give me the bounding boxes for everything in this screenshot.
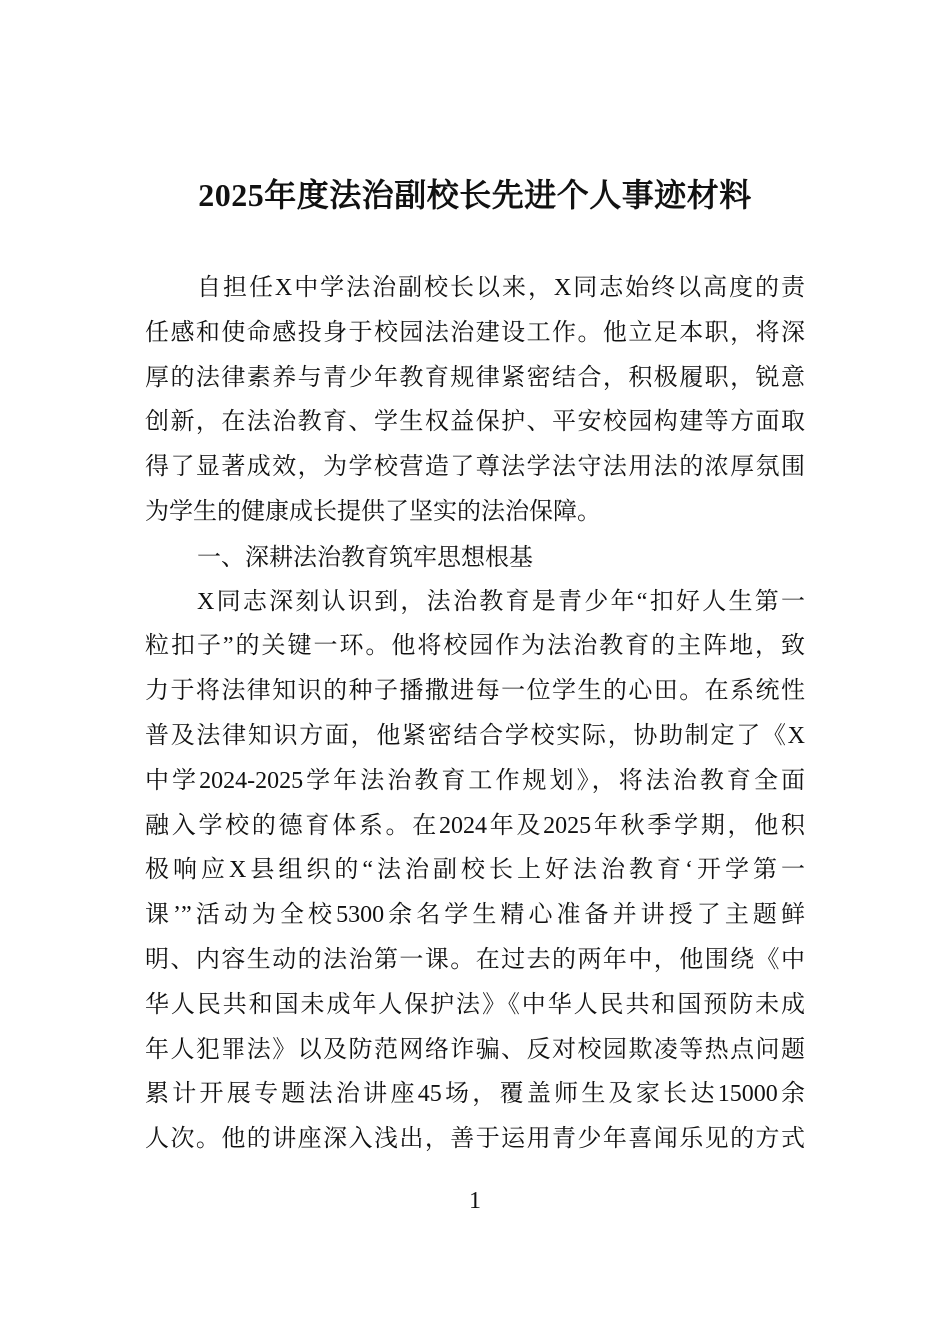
text-line: 任感和使命感投身于校园法治建设工作。他立足本职，将深 bbox=[145, 319, 805, 346]
text-line: 课’”活动为全校5300余名学生精心准备并讲授了主题鲜 bbox=[145, 902, 805, 929]
text-line: 为学生的健康成长提供了坚实的法治保障。 bbox=[145, 498, 601, 525]
text-line: 普及法律知识方面，他紧密结合学校实际，协助制定了《X bbox=[145, 722, 805, 749]
text-line: 极响应X县组织的“法治副校长上好法治教育‘开学第一 bbox=[145, 857, 805, 884]
text-line: 粒扣子”的关键一环。他将校园作为法治教育的主阵地，致 bbox=[145, 633, 805, 660]
text-line: 华人民共和国未成年人保护法》《中华人民共和国预防未成 bbox=[145, 991, 805, 1018]
text-line: 中学2024-2025学年法治教育工作规划》，将法治教育全面 bbox=[145, 767, 805, 794]
document-title: 2025年度法治副校长先进个人事迹材料 bbox=[198, 177, 752, 213]
text-line: 厚的法律素养与青少年教育规律紧密结合，积极履职，锐意 bbox=[145, 364, 805, 391]
page-number: 1 bbox=[469, 1188, 481, 1214]
text-line: 创新，在法治教育、学生权益保护、平安校园构建等方面取 bbox=[145, 409, 805, 436]
text-line: 年人犯罪法》以及防范网络诈骗、反对校园欺凌等热点问题 bbox=[145, 1036, 805, 1063]
text-line: X同志深刻认识到，法治教育是青少年“扣好人生第一 bbox=[197, 588, 805, 615]
text-line: 融入学校的德育体系。在2024年及2025年秋季学期，他积 bbox=[145, 812, 805, 839]
document-body bbox=[145, 266, 805, 1162]
section-heading: 一、深耕法治教育筑牢思想根基 bbox=[197, 542, 533, 571]
text-line: 明、内容生动的法治第一课。在过去的两年中，他围绕《中 bbox=[145, 946, 805, 973]
text-line: 累计开展专题法治讲座45场，覆盖师生及家长达15000余 bbox=[145, 1081, 805, 1108]
text-line: 力于将法律知识的种子播撒进每一位学生的心田。在系统性 bbox=[145, 678, 805, 705]
text-line: 得了显著成效，为学校营造了尊法学法守法用法的浓厚氛围 bbox=[145, 454, 805, 481]
text-line: 人次。他的讲座深入浅出，善于运用青少年喜闻乐见的方式 bbox=[145, 1126, 805, 1153]
text-line: 自担任X中学法治副校长以来，X同志始终以高度的责 bbox=[197, 275, 805, 301]
